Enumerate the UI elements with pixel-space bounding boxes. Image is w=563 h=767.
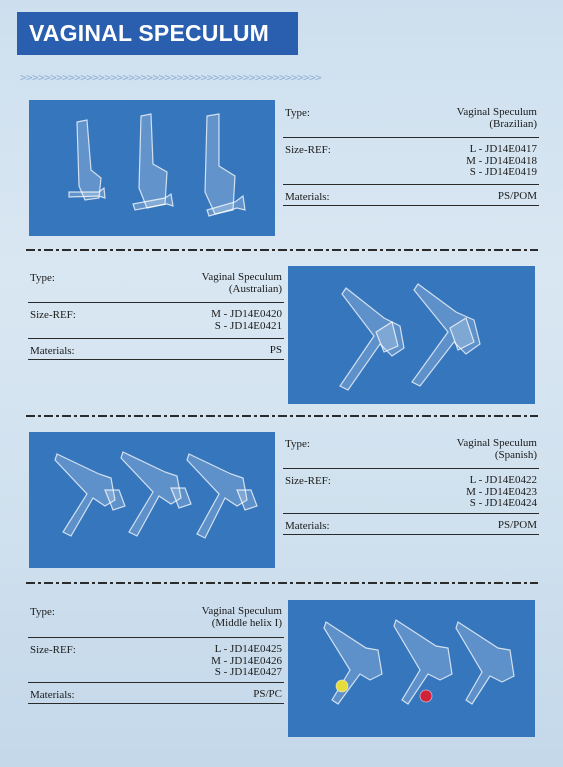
type-row	[283, 101, 539, 138]
type-row	[283, 432, 539, 469]
speculum-australian-illustration	[288, 266, 535, 404]
section-separator	[26, 582, 538, 584]
page-title: VAGINAL SPECULUM	[17, 12, 298, 55]
materials-label: Materials:	[285, 520, 330, 532]
type-row	[28, 600, 284, 638]
product-info-brazilian	[283, 101, 539, 206]
type-value: Vaginal Speculum (Australian)	[201, 271, 282, 295]
size-ref-label: Size-REF:	[30, 309, 76, 321]
size-ref-label: Size-REF:	[285, 144, 331, 156]
size-ref-row	[28, 303, 284, 339]
product-photo-middle-helix	[288, 600, 535, 737]
materials-row	[283, 185, 539, 206]
chevron-divider: >>>>>>>>>>>>>>>>>>>>>>>>>>>>>>>>>>>>>>>>>>>>>>>>>>	[20, 72, 322, 84]
size-ref-value: L - JD14E0425 M - JD14E0426 S - JD14E0427	[211, 643, 282, 678]
speculum-spanish-illustration	[29, 432, 275, 568]
type-value: Vaginal Speculum (Spanish)	[456, 437, 537, 461]
type-value: Vaginal Speculum (Brazilian)	[456, 106, 537, 130]
size-ref-label: Size-REF:	[285, 475, 331, 487]
product-info-australian	[28, 266, 284, 360]
red-knob-icon	[420, 690, 432, 702]
product-info-middle-helix	[28, 600, 284, 704]
type-label: Type:	[30, 272, 55, 284]
materials-label: Materials:	[30, 689, 75, 701]
type-value: Vaginal Speculum (Middle helix I)	[201, 605, 282, 629]
materials-row	[283, 514, 539, 535]
size-ref-row	[283, 469, 539, 514]
product-photo-spanish	[29, 432, 275, 568]
materials-value: PS/PC	[253, 688, 282, 700]
section-separator	[26, 415, 538, 417]
speculum-middle-helix-illustration	[288, 600, 535, 737]
materials-label: Materials:	[30, 345, 75, 357]
materials-row	[28, 683, 284, 704]
size-ref-value: L - JD14E0422 M - JD14E0423 S - JD14E0424	[466, 474, 537, 509]
materials-row	[28, 339, 284, 360]
type-label: Type:	[285, 107, 310, 119]
size-ref-value: L - JD14E0417 M - JD14E0418 S - JD14E0419	[466, 143, 537, 178]
product-photo-australian	[288, 266, 535, 404]
speculum-brazilian-illustration	[29, 100, 275, 236]
size-ref-row	[28, 638, 284, 683]
materials-value: PS/POM	[497, 519, 537, 531]
size-ref-row	[283, 138, 539, 185]
materials-value: PS	[269, 344, 282, 356]
product-photo-brazilian	[29, 100, 275, 236]
section-separator	[26, 249, 538, 251]
type-row	[28, 266, 284, 303]
type-label: Type:	[285, 438, 310, 450]
size-ref-value: M - JD14E0420 S - JD14E0421	[211, 308, 282, 332]
materials-label: Materials:	[285, 191, 330, 203]
materials-value: PS/POM	[497, 190, 537, 202]
size-ref-label: Size-REF:	[30, 644, 76, 656]
yellow-knob-icon	[336, 680, 348, 692]
product-info-spanish	[283, 432, 539, 535]
type-label: Type:	[30, 606, 55, 618]
